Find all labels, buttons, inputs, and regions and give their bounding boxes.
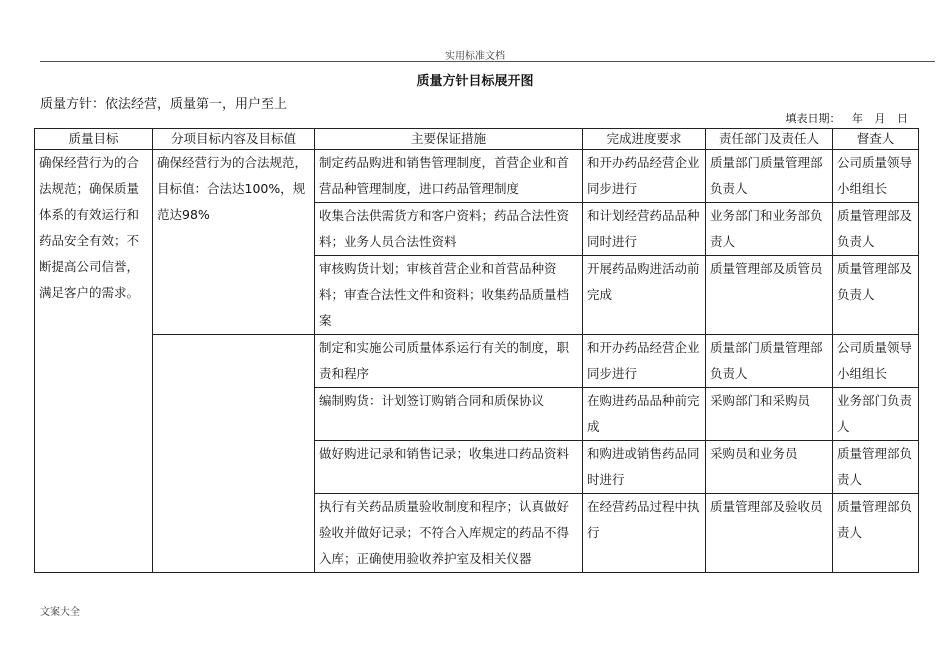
supervisor-cell: 公司质量领导小组组长 xyxy=(833,150,919,203)
dept-cell: 质量部门质量管理部负责人 xyxy=(706,335,833,388)
table-row xyxy=(35,150,919,203)
column-header: 责任部门及责任人 xyxy=(706,129,833,150)
progress-cell: 在经营药品过程中执行 xyxy=(583,494,706,573)
column-header: 主要保证措施 xyxy=(315,129,583,150)
fill-date-label: 填表日期： 年 月 日 xyxy=(785,112,908,125)
progress-cell: 在购进药品品种前完成 xyxy=(583,388,706,441)
measure-cell: 收集合法供需货方和客户资料；药品合法性资料；业务人员合法性资料 xyxy=(315,203,583,256)
page-footer-text: 文案大全 xyxy=(40,607,80,618)
sub-goal-cell: 确保经营行为的合法规范，目标值：合法达100%，规范达98% xyxy=(153,150,315,335)
progress-cell: 和开办药品经营企业同步进行 xyxy=(583,150,706,203)
measure-cell: 执行有关药品质量验收制度和程序；认真做好验收并做好记录；不符合入库规定的药品不得入库；正确使用验收养护室及相关仪器 xyxy=(315,494,583,573)
dept-cell: 质量管理部及验收员 xyxy=(706,494,833,573)
document-title: 质量方针目标展开图 xyxy=(416,74,534,89)
table-header-row xyxy=(35,129,919,150)
supervisor-cell: 质量管理部及负责人 xyxy=(833,203,919,256)
measure-cell: 做好购进记录和销售记录；收集进口药品资料 xyxy=(315,441,583,494)
dept-cell: 质量管理部及质管员 xyxy=(706,256,833,335)
supervisor-cell: 公司质量领导小组组长 xyxy=(833,335,919,388)
header-divider xyxy=(40,61,935,62)
goal-table xyxy=(34,128,919,573)
supervisor-cell: 质量管理部及负责人 xyxy=(833,256,919,335)
supervisor-cell: 业务部门负责人 xyxy=(833,388,919,441)
dept-cell: 采购员和业务员 xyxy=(706,441,833,494)
measure-cell: 制定和实施公司质量体系运行有关的制度，职责和程序 xyxy=(315,335,583,388)
dept-cell: 业务部门和业务部负责人 xyxy=(706,203,833,256)
progress-cell: 和计划经营药品品种同时进行 xyxy=(583,203,706,256)
measure-cell: 制定药品购进和销售管理制度，首营企业和首营品种管理制度，进口药品管理制度 xyxy=(315,150,583,203)
page-header-text: 实用标准文档 xyxy=(445,51,505,62)
dept-cell: 质量部门质量管理部负责人 xyxy=(706,150,833,203)
measure-cell: 编制购货：计划签订购销合同和质保协议 xyxy=(315,388,583,441)
column-header: 完成进度要求 xyxy=(583,129,706,150)
dept-cell: 采购部门和采购员 xyxy=(706,388,833,441)
column-header: 质量目标 xyxy=(35,129,153,150)
quality-goal-cell: 确保经营行为的合法规范；确保质量体系的有效运行和药品安全有效；不断提高公司信誉，满足客户的需求。 xyxy=(35,150,153,573)
progress-cell: 和购进或销售药品同时进行 xyxy=(583,441,706,494)
progress-cell: 和开办药品经营企业同步进行 xyxy=(583,335,706,388)
sub-goal-cell xyxy=(153,335,315,573)
supervisor-cell: 质量管理部负责人 xyxy=(833,494,919,573)
quality-policy: 质量方针：依法经营，质量第一，用户至上 xyxy=(40,97,288,112)
table-row xyxy=(35,335,919,388)
progress-cell: 开展药品购进活动前完成 xyxy=(583,256,706,335)
supervisor-cell: 质量管理部负责人 xyxy=(833,441,919,494)
column-header: 督查人 xyxy=(833,129,919,150)
measure-cell: 审核购货计划；审核首营企业和首营品种资料；审查合法性文件和资料；收集药品质量档案 xyxy=(315,256,583,335)
column-header: 分项目标内容及目标值 xyxy=(153,129,315,150)
